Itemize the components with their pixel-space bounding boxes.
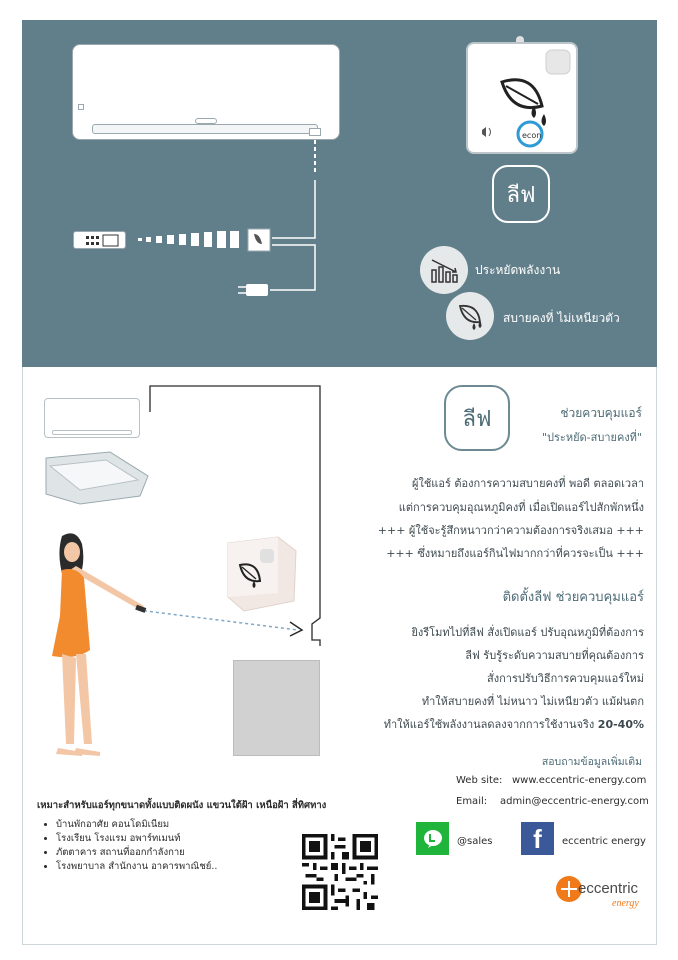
energy-saving-icon [420, 246, 468, 294]
para2-line1: ยิงรีโมทไปที่ลีฟ สั่งเปิดแอร์ ปรับอุณหภูมิที่ต้องการ [411, 626, 644, 639]
email-link[interactable]: admin@eccentric-energy.com [500, 796, 649, 807]
heading-line2: "ประหยัด-สบายคงที่" [541, 431, 642, 444]
feature-energy-text: ประหยัดพลังงาน [475, 263, 561, 277]
para1-line4: +++ ซึ่งหมายถึงแอร์กินไฟมากกว่าที่ควรจะเป็น +++ [386, 547, 644, 560]
suitable-heading: เหมาะสำหรับแอร์ทุกขนาดทั้งแบบติดผนัง แขวนใต้ฝ้า เหนือฝ้า สี่ทิศทาง [37, 800, 327, 811]
website-link[interactable]: www.eccentric-energy.com [512, 775, 647, 786]
device-hook [516, 36, 524, 42]
leaf-device-3d-illustration [222, 535, 302, 615]
remote-control-illustration [73, 231, 126, 249]
list-item: • ภัตตาคาร สถานที่ออกกำลังกาย [56, 846, 270, 860]
line-app-icon[interactable] [416, 822, 449, 855]
heading-line1: ช่วยควบคุมแอร์ [560, 406, 642, 420]
logo-wordmark: eccentric [578, 880, 639, 897]
para1-line2: แต่การควบคุมอุณหภูมิคงที่ เมื่อเปิดแอร์ไปสักพักหนึ่ง [398, 501, 644, 514]
facebook-name[interactable]: eccentric energy [562, 836, 646, 847]
para1-line3: +++ ผู้ใช้จะรู้สึกหนาวกว่าความต้องการจริงเสมอ +++ [377, 524, 644, 537]
para2-line4: ทำให้สบายคงที่ ไม่หนาว ไม่เหนียวตัว แม้ฝนตก [421, 695, 644, 708]
remote-buttons-icon [74, 232, 127, 250]
leaf-device-face [468, 44, 576, 152]
para2-line2: ลีฟ รับรู้ระดับความสบายที่คุณต้องการ [465, 649, 644, 662]
list-item: • โรงเรียน โรงแรม อพาร์ทเมนท์ [56, 832, 270, 846]
email-label: Email: [456, 796, 488, 807]
saving-prefix: ทำให้แอร์ใช้พลังงานลดลงจากการใช้งานจริง [383, 718, 598, 731]
product-label-middle: ลีฟ [444, 385, 510, 451]
feature-comfort-text: สบายคงที่ ไม่เหนียวตัว [503, 311, 620, 325]
website-label: Web site: [456, 775, 503, 786]
product-label-top: ลีฟ [492, 165, 550, 223]
saving-value: 20-40% [597, 718, 644, 731]
qr-code[interactable] [302, 834, 378, 910]
svg-text:econ: econ [522, 131, 542, 140]
leaf-device-illustration [466, 42, 578, 154]
saving-line [330, 715, 644, 733]
contact-heading: สอบถามข้อมูลเพิ่มเติม [541, 756, 642, 768]
comfort-leaf-icon [446, 292, 494, 340]
para1-line1: ผู้ใช้แอร์ ต้องการความสบายคงที่ พอดี ตลอดเวลา [412, 477, 644, 490]
para2-line3: สั่งการปรับวิธีการควบคุมแอร์ใหม่ [487, 672, 644, 685]
line-handle[interactable]: @sales [457, 836, 493, 847]
install-heading: ติดตั้งลีฟ ช่วยควบคุมแอร์ [502, 590, 644, 605]
list-item: • บ้านพักอาศัย คอนโดมิเนียม [56, 818, 270, 832]
facebook-icon[interactable]: f [521, 822, 554, 855]
list-item: • โรงพยาบาล สำนักงาน อาคารพาณิชย์.. [56, 860, 270, 874]
logo-subword: energy [612, 898, 639, 909]
suitable-list [40, 818, 270, 874]
wall-block-illustration [233, 660, 320, 756]
woman-pointing-remote-illustration [40, 530, 160, 762]
